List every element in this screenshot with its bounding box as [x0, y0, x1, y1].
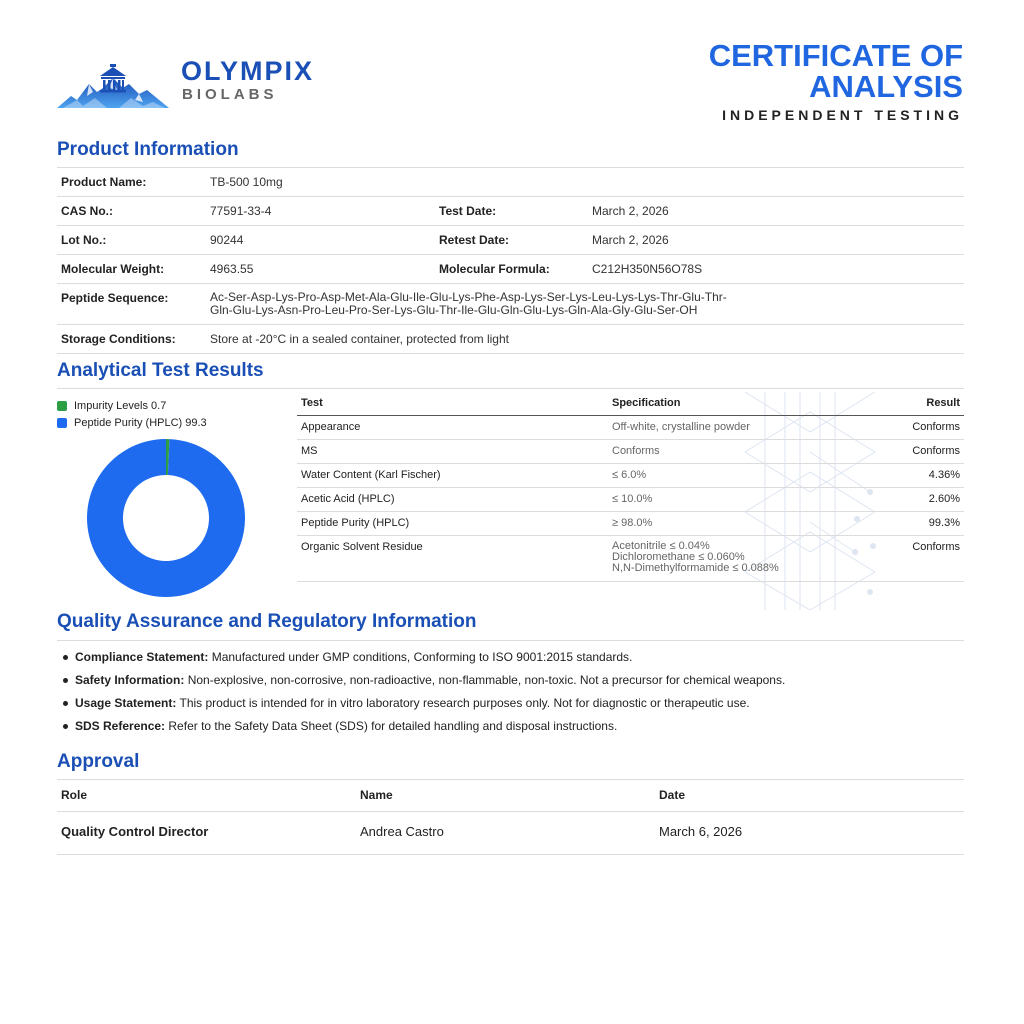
certificate-title-line1: CERTIFICATE OF	[708, 38, 963, 73]
test-spec: Conforms	[608, 439, 854, 463]
test-result: Conforms	[854, 535, 964, 581]
test-result: 99.3%	[854, 511, 964, 535]
column-header-test: Test	[297, 392, 608, 415]
certificate-title-line2: ANALYSIS	[809, 69, 963, 104]
purity-donut-chart	[86, 438, 246, 598]
table-row	[297, 487, 964, 511]
qa-list	[75, 650, 955, 742]
test-name: Acetic Acid (HPLC)	[297, 487, 608, 511]
table-row	[297, 463, 964, 487]
certificate-title	[603, 40, 963, 102]
approver-role: Quality Control Director	[57, 811, 356, 854]
qa-heading: Quality Assurance and Regulatory Information	[57, 611, 477, 632]
chart-legend	[57, 397, 207, 431]
qa-item-label: Compliance Statement:	[75, 650, 209, 664]
test-result: 4.36%	[854, 463, 964, 487]
donut-slice-peptide-purity-hplc	[87, 439, 245, 597]
molecular-formula-label: Molecular Formula:	[435, 255, 588, 284]
table-header-row	[297, 392, 964, 415]
table-row	[57, 325, 964, 354]
table-row	[57, 811, 964, 854]
product-info-heading: Product Information	[57, 139, 239, 160]
molecular-weight-label: Molecular Weight:	[57, 255, 206, 284]
storage-label: Storage Conditions:	[57, 325, 206, 354]
analytical-results-table	[297, 392, 964, 582]
legend-item-purity	[57, 414, 207, 431]
column-header-specification: Specification	[608, 392, 854, 415]
test-spec: ≤ 6.0%	[608, 463, 854, 487]
test-result: Conforms	[854, 439, 964, 463]
product-info-table	[57, 168, 964, 354]
peptide-sequence-label: Peptide Sequence:	[57, 284, 206, 325]
test-name: Appearance	[297, 415, 608, 439]
cas-value: 77591-33-4	[206, 197, 435, 226]
storage-value: Store at -20°C in a sealed container, protected from light	[206, 325, 964, 354]
product-name-label: Product Name:	[57, 168, 206, 197]
cas-label: CAS No.:	[57, 197, 206, 226]
column-header-name: Name	[356, 780, 655, 811]
test-spec	[608, 535, 854, 581]
qa-item-label: SDS Reference:	[75, 719, 166, 733]
legend-swatch-impurity	[57, 401, 67, 411]
retest-date-value: March 2, 2026	[588, 226, 964, 255]
table-row	[57, 284, 964, 325]
table-row	[57, 197, 964, 226]
temple-mountain-logo-icon	[57, 62, 169, 110]
table-row	[57, 226, 964, 255]
legend-item-impurity	[57, 397, 207, 414]
qa-item-label: Safety Information:	[75, 673, 185, 687]
test-result: Conforms	[854, 415, 964, 439]
table-row	[57, 255, 964, 284]
spec-line: Dichloromethane ≤ 0.060%	[612, 550, 745, 563]
molecular-weight-value: 4963.55	[206, 255, 435, 284]
qa-item-label: Usage Statement:	[75, 696, 177, 710]
test-spec: ≥ 98.0%	[608, 511, 854, 535]
peptide-sequence-line1: Ac-Ser-Asp-Lys-Pro-Asp-Met-Ala-Glu-Ile-Glu-Lys-Phe-Asp-Lys-Ser-Lys-Leu-Lys-Lys-Thr-Glu-Thr-	[210, 290, 727, 304]
lot-label: Lot No.:	[57, 226, 206, 255]
analytical-results-heading: Analytical Test Results	[57, 360, 264, 381]
legend-label-impurity: Impurity Levels 0.7	[74, 399, 167, 412]
peptide-sequence-line2: Gln-Glu-Lys-Asn-Pro-Leu-Pro-Ser-Lys-Glu-Thr-Ile-Glu-Gln-Glu-Lys-Gln-Ala-Gly-Glu-Ser-OH	[210, 303, 698, 317]
test-name: Water Content (Karl Fischer)	[297, 463, 608, 487]
lot-value: 90244	[206, 226, 435, 255]
list-item	[75, 696, 955, 719]
peptide-sequence-value	[206, 284, 964, 325]
retest-date-label: Retest Date:	[435, 226, 588, 255]
list-item	[75, 650, 955, 673]
molecular-formula-value: C212H350N56O78S	[588, 255, 964, 284]
certificate-subtitle: INDEPENDENT TESTING	[722, 107, 963, 123]
table-header-row	[57, 780, 964, 811]
divider	[57, 388, 964, 389]
brand-name: OLYMPIX	[181, 56, 315, 86]
product-name-value: TB-500 10mg	[206, 168, 964, 197]
test-name: Peptide Purity (HPLC)	[297, 511, 608, 535]
legend-label-purity: Peptide Purity (HPLC) 99.3	[74, 416, 207, 429]
table-row	[57, 168, 964, 197]
column-header-result: Result	[854, 392, 964, 415]
approver-name: Andrea Castro	[356, 811, 655, 854]
approval-table	[57, 780, 964, 855]
approval-heading: Approval	[57, 751, 140, 772]
test-spec: Off-white, crystalline powder	[608, 415, 854, 439]
qa-item-text: Manufactured under GMP conditions, Conforming to ISO 9001:2015 standards.	[211, 650, 633, 664]
test-name: Organic Solvent Residue	[297, 535, 608, 581]
spec-line: N,N-Dimethylformamide ≤ 0.088%	[612, 561, 779, 574]
brand-subtitle: BIOLABS	[182, 86, 278, 103]
document-header	[0, 0, 1024, 135]
column-header-role: Role	[57, 780, 356, 811]
approval-date: March 6, 2026	[655, 811, 964, 854]
list-item	[75, 719, 955, 742]
spec-line: Acetonitrile ≤ 0.04%	[612, 539, 710, 552]
table-row	[297, 439, 964, 463]
qa-item-text: This product is intended for in vitro laboratory research purposes only. Not for diagnostic or therapeutic use.	[179, 696, 750, 710]
test-spec: ≤ 10.0%	[608, 487, 854, 511]
test-date-label: Test Date:	[435, 197, 588, 226]
list-item	[75, 673, 955, 696]
column-header-date: Date	[655, 780, 964, 811]
divider	[57, 640, 964, 641]
table-row	[297, 535, 964, 581]
test-date-value: March 2, 2026	[588, 197, 964, 226]
test-result: 2.60%	[854, 487, 964, 511]
legend-swatch-purity	[57, 418, 67, 428]
test-name: MS	[297, 439, 608, 463]
qa-item-text: Non-explosive, non-corrosive, non-radioactive, non-flammable, non-toxic. Not a precursor for chemical weapons.	[187, 673, 786, 687]
table-row	[297, 511, 964, 535]
qa-item-text: Refer to the Safety Data Sheet (SDS) for detailed handling and disposal instructions.	[168, 719, 618, 733]
table-row	[297, 415, 964, 439]
